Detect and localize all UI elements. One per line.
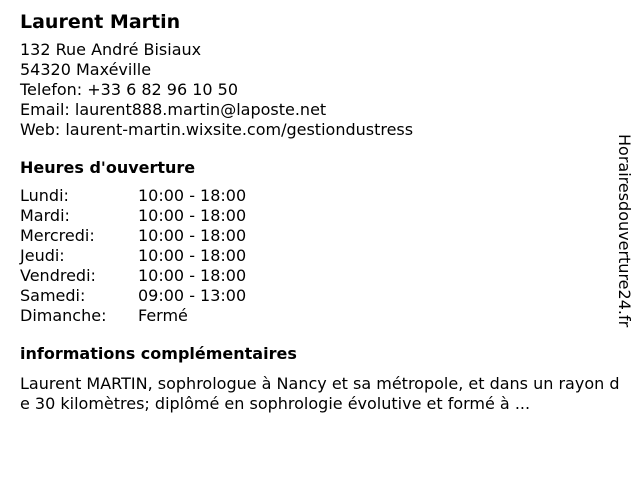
contact-block (20, 40, 612, 140)
day-label: Samedi: (20, 286, 86, 305)
hours-row-wednesday (20, 226, 612, 246)
email-line[interactable]: Email: laurent888.martin@laposte.net (20, 100, 327, 119)
website-line[interactable]: Web: laurent-martin.wixsite.com/gestiondustress (20, 120, 414, 139)
day-label: Mardi: (20, 206, 70, 225)
day-label: Jeudi: (20, 246, 65, 265)
day-hours: 10:00 - 18:00 (138, 206, 247, 225)
day-hours: 09:00 - 13:00 (138, 286, 247, 305)
business-card (20, 10, 620, 414)
postal-city: 54320 Maxéville (20, 60, 152, 79)
hours-row-tuesday (20, 206, 612, 226)
day-label: Dimanche: (20, 306, 107, 325)
hours-row-thursday (20, 246, 612, 266)
phone-line[interactable]: Telefon: +33 6 82 96 10 50 (20, 80, 239, 99)
day-hours: Fermé (138, 306, 188, 325)
hours-row-sunday (20, 306, 612, 326)
opening-hours-heading: Heures d'ouverture (20, 158, 196, 177)
additional-info-heading: informations complémentaires (20, 344, 297, 363)
day-label: Vendredi: (20, 266, 96, 285)
additional-info-text: Laurent MARTIN, sophrologue à Nancy et sa métropole, et dans un rayon de 30 kilomètres; diplômé en sophrologie évolutive et formé à ... (20, 374, 620, 413)
site-brand-watermark: Horairesdouverture24.fr (615, 134, 634, 328)
day-hours: 10:00 - 18:00 (138, 266, 247, 285)
hours-row-saturday (20, 286, 612, 306)
day-hours: 10:00 - 18:00 (138, 186, 247, 205)
day-hours: 10:00 - 18:00 (138, 226, 247, 245)
day-hours: 10:00 - 18:00 (138, 246, 247, 265)
day-label: Lundi: (20, 186, 69, 205)
day-label: Mercredi: (20, 226, 95, 245)
hours-row-monday (20, 186, 612, 206)
hours-row-friday (20, 266, 612, 286)
opening-hours-table (20, 186, 612, 326)
business-name: Laurent Martin (20, 11, 181, 33)
street-address: 132 Rue André Bisiaux (20, 40, 202, 59)
